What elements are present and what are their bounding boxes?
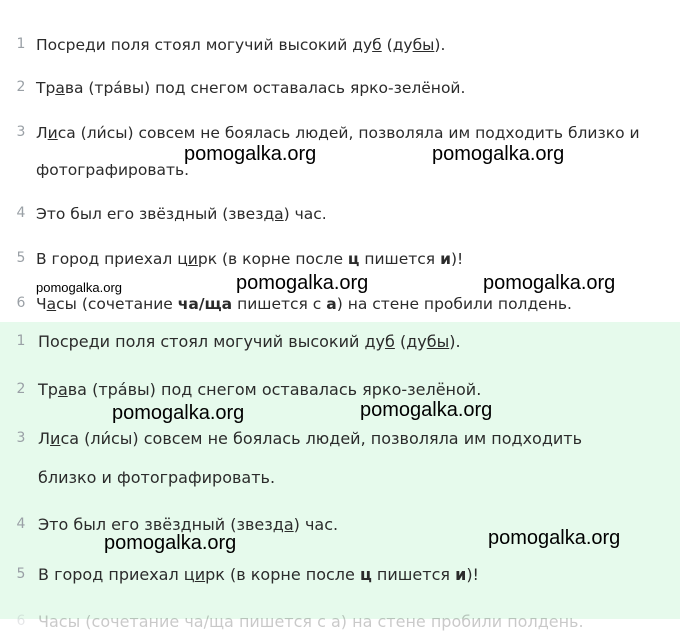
sentence-continuation: фотографировать. (36, 161, 190, 179)
watermark-text: pomogalka.org (488, 527, 621, 549)
sentence: Часы (сочетание ча/ща пишется с а) на стене пробили полдень. (38, 612, 584, 631)
sentence-continuation: близко и фотографировать. (38, 468, 276, 487)
sentence: Трава (тра́вы) под снегом оставалась ярко-зелёной. (38, 380, 482, 399)
sentence: Это был его звёздный (звезда) час. (36, 205, 327, 223)
sentence: Это был его звёздный (звезда) час. (38, 515, 339, 534)
watermark-text: pomogalka.org (483, 272, 616, 294)
sentence: Трава (тра́вы) под снегом оставалась ярко-зелёной. (36, 79, 466, 97)
line-number: 5 (16, 250, 26, 266)
sentence: В город приехал цирк (в корне после ц пишется и)! (38, 565, 479, 584)
line-number: 1 (16, 333, 26, 349)
line-number: 3 (16, 124, 26, 140)
watermark-text: pomogalka.org (104, 532, 237, 554)
line-number: 6 (16, 295, 26, 311)
watermark-text-small: pomogalka.org (36, 280, 122, 295)
watermark-text: pomogalka.org (184, 143, 317, 165)
sentence: В город приехал цирк (в корне после ц пишется и)! (36, 250, 464, 268)
line-number: 5 (16, 566, 26, 582)
sentence: Лиса (ли́сы) совсем не боялась людей, позволяла им подходить (38, 429, 583, 448)
line-number: 1 (16, 36, 26, 52)
line-number: 4 (16, 205, 26, 221)
sentence: Посреди поля стоял могучий высокий дуб (дубы). (38, 332, 461, 351)
line-number: 4 (16, 516, 26, 532)
watermark-text: pomogalka.org (112, 402, 245, 424)
watermark-text: pomogalka.org (236, 272, 369, 294)
sentence: Часы (сочетание ча/ща пишется с а) на стене пробили полдень. (36, 295, 572, 313)
line-number: 2 (16, 79, 26, 95)
line-number: 3 (16, 430, 26, 446)
sentence: Лиса (ли́сы) совсем не боялась людей, позволяла им подходить близко и (36, 124, 640, 142)
sentence: Посреди поля стоял могучий высокий дуб (дубы). (36, 36, 446, 54)
line-number: 2 (16, 381, 26, 397)
watermark-text: pomogalka.org (432, 143, 565, 165)
answer-block-2 (0, 322, 680, 631)
line-number: 6 (16, 613, 26, 629)
watermark-text: pomogalka.org (360, 399, 493, 421)
